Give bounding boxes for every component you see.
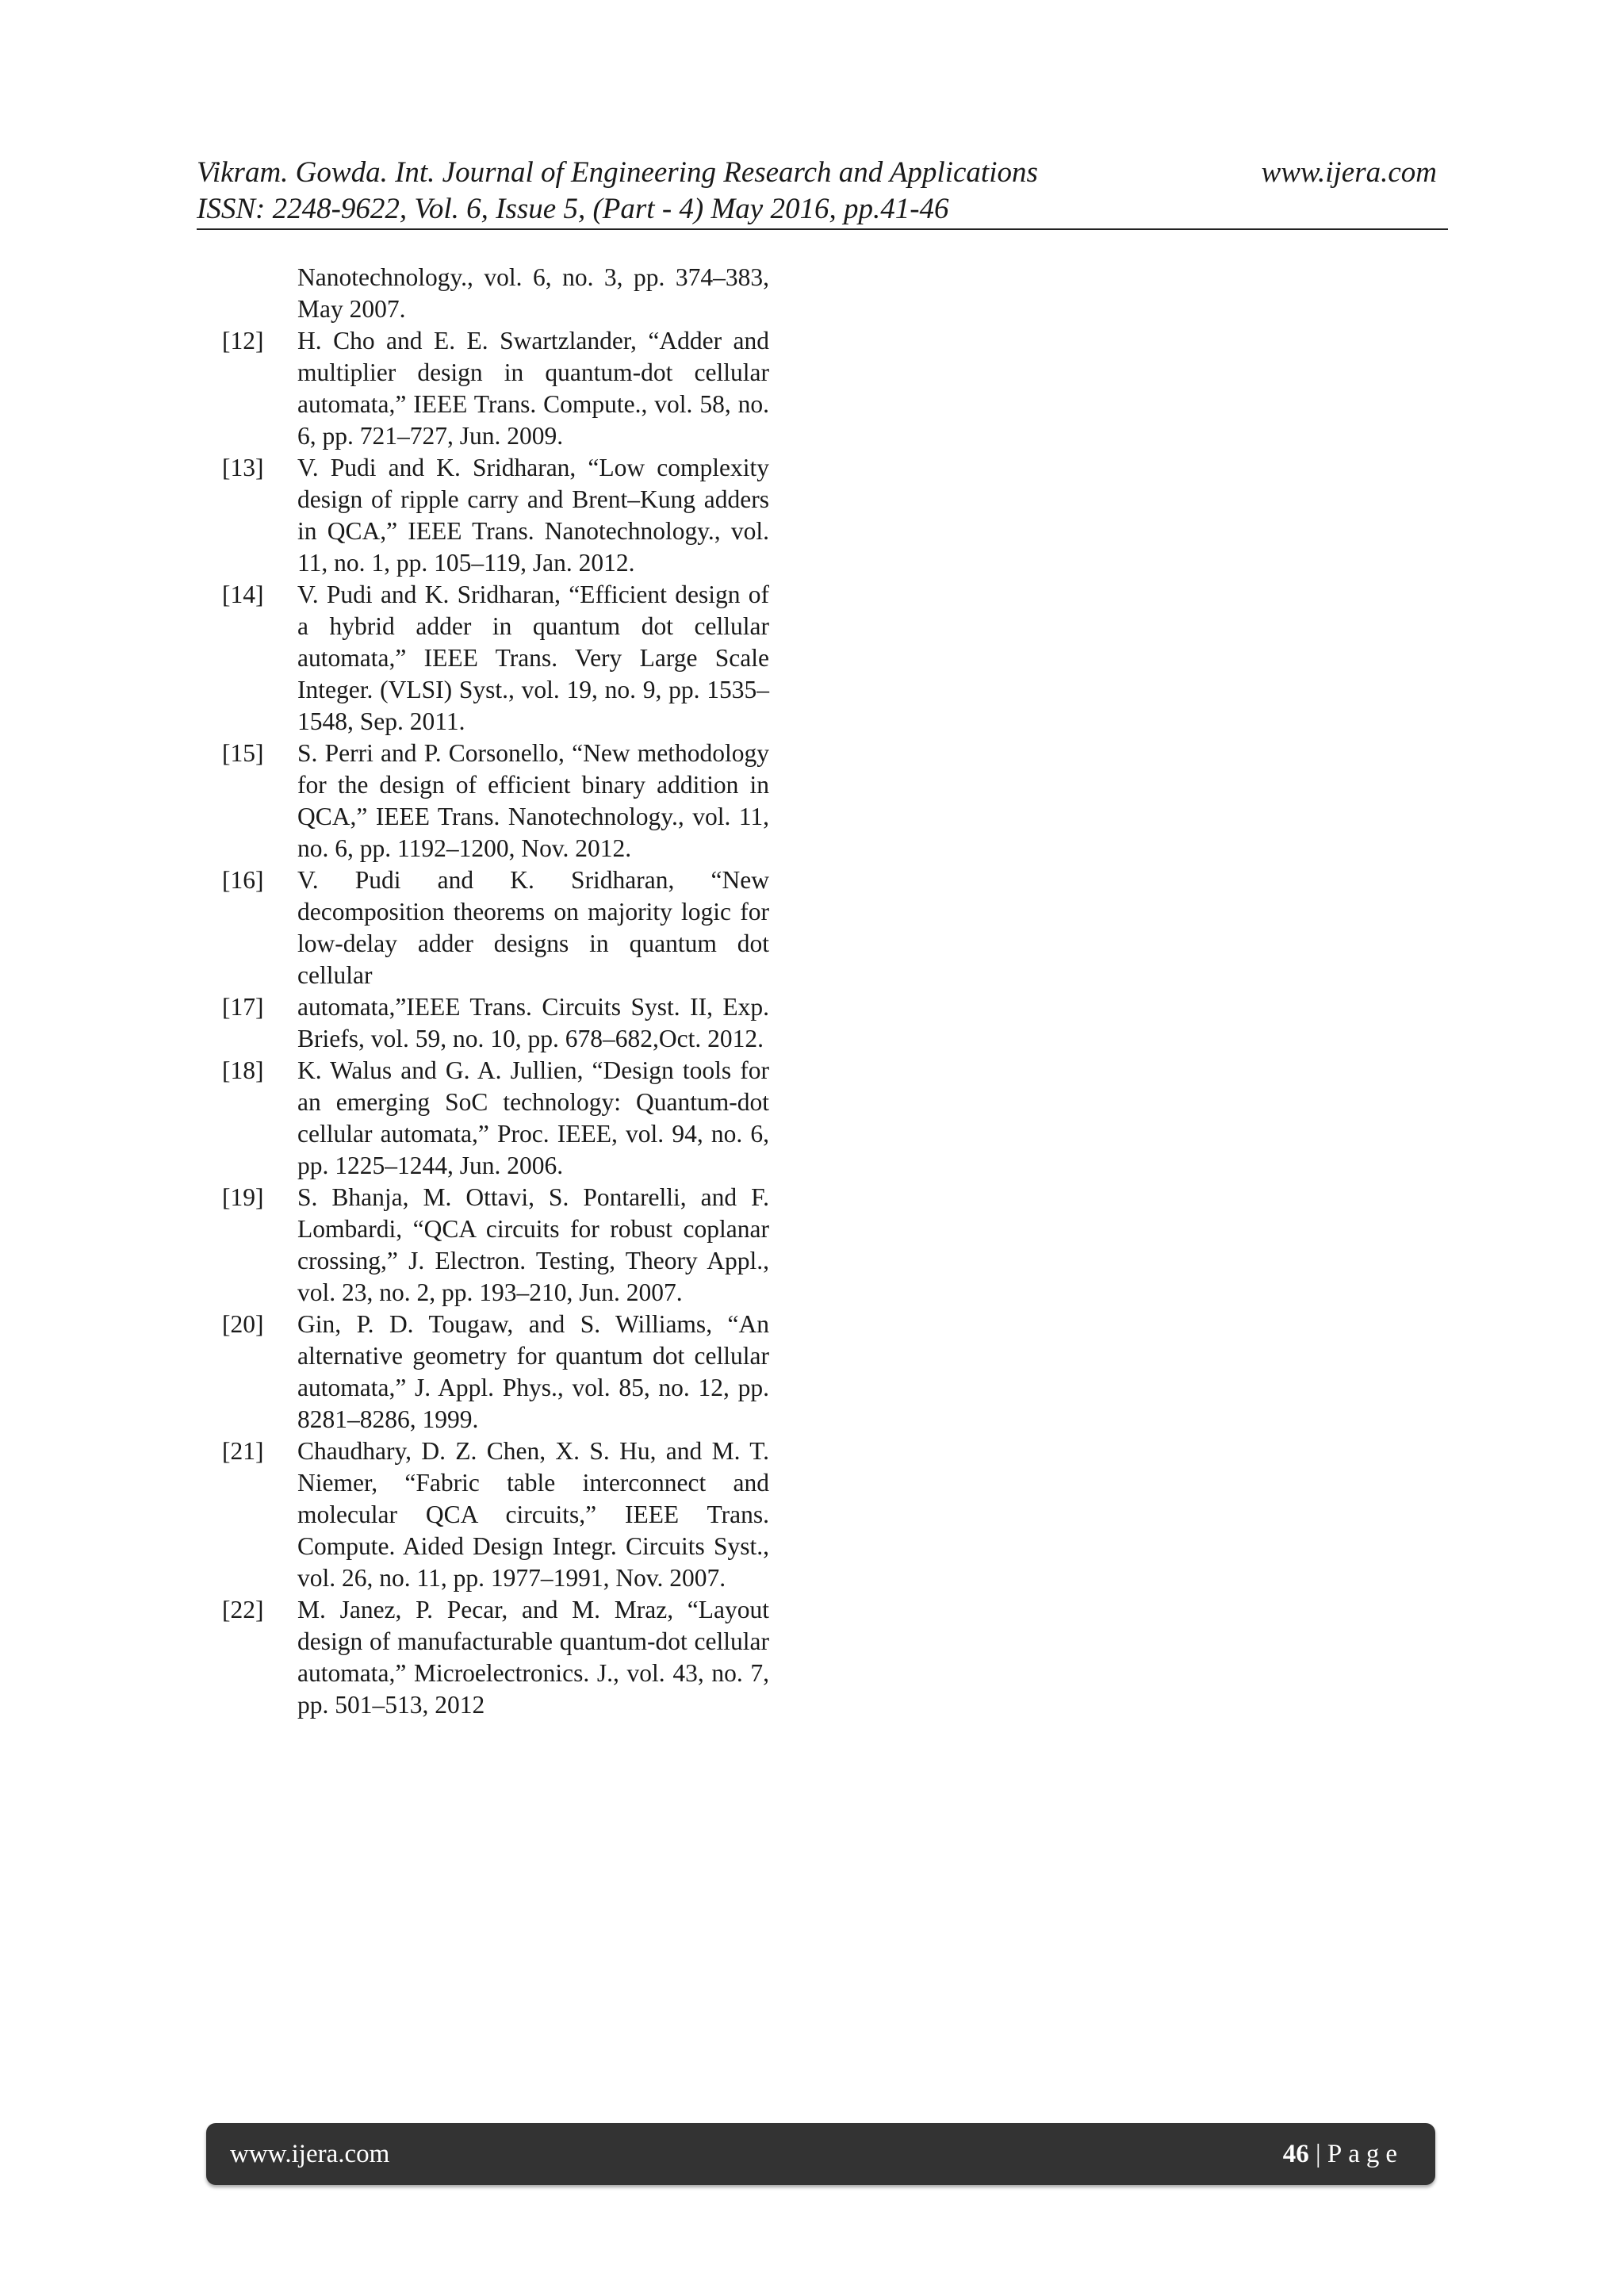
journal-title: Vikram. Gowda. Int. Journal of Engineering Research and Applications (197, 156, 1038, 189)
reference-item (222, 1594, 769, 1721)
reference-item (222, 1055, 769, 1182)
reference-number: [16] (222, 866, 264, 894)
reference-text: automata,”IEEE Trans. Circuits Syst. II, Exp. Briefs, vol. 59, no. 10, pp. 678–682,Oct. 2012. (297, 993, 769, 1052)
header-site-link[interactable]: www.ijera.com (1261, 156, 1437, 189)
reference-text: S. Perri and P. Corsonello, “New methodology for the design of efficient binary addition in QCA,” IEEE Trans. Nanotechnology., vol. 11, no. 6, pp. 1192–1200, Nov. 2012. (297, 739, 769, 862)
reference-number: [21] (222, 1437, 264, 1465)
reference-text: K. Walus and G. A. Jullien, “Design tools for an emerging SoC technology: Quantum-dot cellular automata,” Proc. IEEE, vol. 94, no. 6, pp. 1225–1244, Jun. 2006. (297, 1056, 769, 1179)
reference-item (222, 1435, 769, 1594)
reference-list (222, 262, 769, 1721)
reference-item (222, 452, 769, 579)
page-indicator (1283, 2140, 1404, 2169)
reference-text: Chaudhary, D. Z. Chen, X. S. Hu, and M. T. Niemer, “Fabric table interconnect and molecular QCA circuits,” IEEE Trans. Compute. Aided Design Integr. Circuits Syst., vol. 26, no. 11, pp. 1977–1991, Nov. 2007. (297, 1437, 769, 1592)
reference-item (222, 579, 769, 738)
reference-number: [15] (222, 739, 264, 767)
reference-number: [20] (222, 1310, 264, 1338)
reference-number: [18] (222, 1056, 264, 1084)
header-divider (197, 228, 1448, 230)
reference-number: [22] (222, 1596, 264, 1623)
reference-text: M. Janez, P. Pecar, and M. Mraz, “Layout design of manufacturable quantum-dot cellular automata,” Microelectronics. J., vol. 43, no. 7, pp. 501–513, 2012 (297, 1596, 769, 1719)
footer-site-link[interactable]: www.ijera.com (230, 2139, 390, 2168)
reference-item (222, 1182, 769, 1309)
reference-item (222, 1309, 769, 1435)
reference-number: [17] (222, 993, 264, 1021)
reference-number: [19] (222, 1183, 264, 1211)
reference-text: V. Pudi and K. Sridharan, “Low complexity design of ripple carry and Brent–Kung adders in QCA,” IEEE Trans. Nanotechnology., vol. 11, no. 1, pp. 105–119, Jan. 2012. (297, 454, 769, 577)
reference-text: V. Pudi and K. Sridharan, “Efficient design of a hybrid adder in quantum dot cellular automata,” IEEE Trans. Very Large Scale Integer. (VLSI) Syst., vol. 19, no. 9, pp. 1535–1548, Sep. 2011. (297, 581, 769, 735)
issn-line: ISSN: 2248-9622, Vol. 6, Issue 5, (Part - 4) May 2016, pp.41-46 (197, 193, 949, 225)
reference-number: [14] (222, 581, 264, 608)
page-label: Page (1327, 2139, 1404, 2168)
page-footer (206, 2123, 1435, 2185)
page-number: 46 (1282, 2139, 1309, 2168)
running-header (197, 155, 1442, 228)
reference-item (222, 991, 769, 1055)
reference-text: Nanotechnology., vol. 6, no. 3, pp. 374–383, May 2007. (297, 263, 769, 323)
reference-item (222, 738, 769, 864)
reference-text: Gin, P. D. Tougaw, and S. Williams, “An alternative geometry for quantum dot cellular automata,” J. Appl. Phys., vol. 85, no. 12, pp. 8281–8286, 1999. (297, 1310, 769, 1433)
reference-item (222, 325, 769, 452)
page-separator: | (1315, 2139, 1321, 2168)
reference-continuation (222, 262, 769, 325)
reference-number: [13] (222, 454, 264, 481)
reference-number: [12] (222, 327, 264, 355)
reference-text: H. Cho and E. E. Swartzlander, “Adder and multiplier design in quantum-dot cellular automata,” IEEE Trans. Compute., vol. 58, no. 6, pp. 721–727, Jun. 2009. (297, 327, 769, 450)
reference-text: S. Bhanja, M. Ottavi, S. Pontarelli, and F. Lombardi, “QCA circuits for robust coplanar crossing,” J. Electron. Testing, Theory Appl., vol. 23, no. 2, pp. 193–210, Jun. 2007. (297, 1183, 769, 1306)
reference-item (222, 864, 769, 991)
reference-text: V. Pudi and K. Sridharan, “New decomposition theorems on majority logic for low-delay adder designs in quantum dot cellular (297, 866, 769, 989)
